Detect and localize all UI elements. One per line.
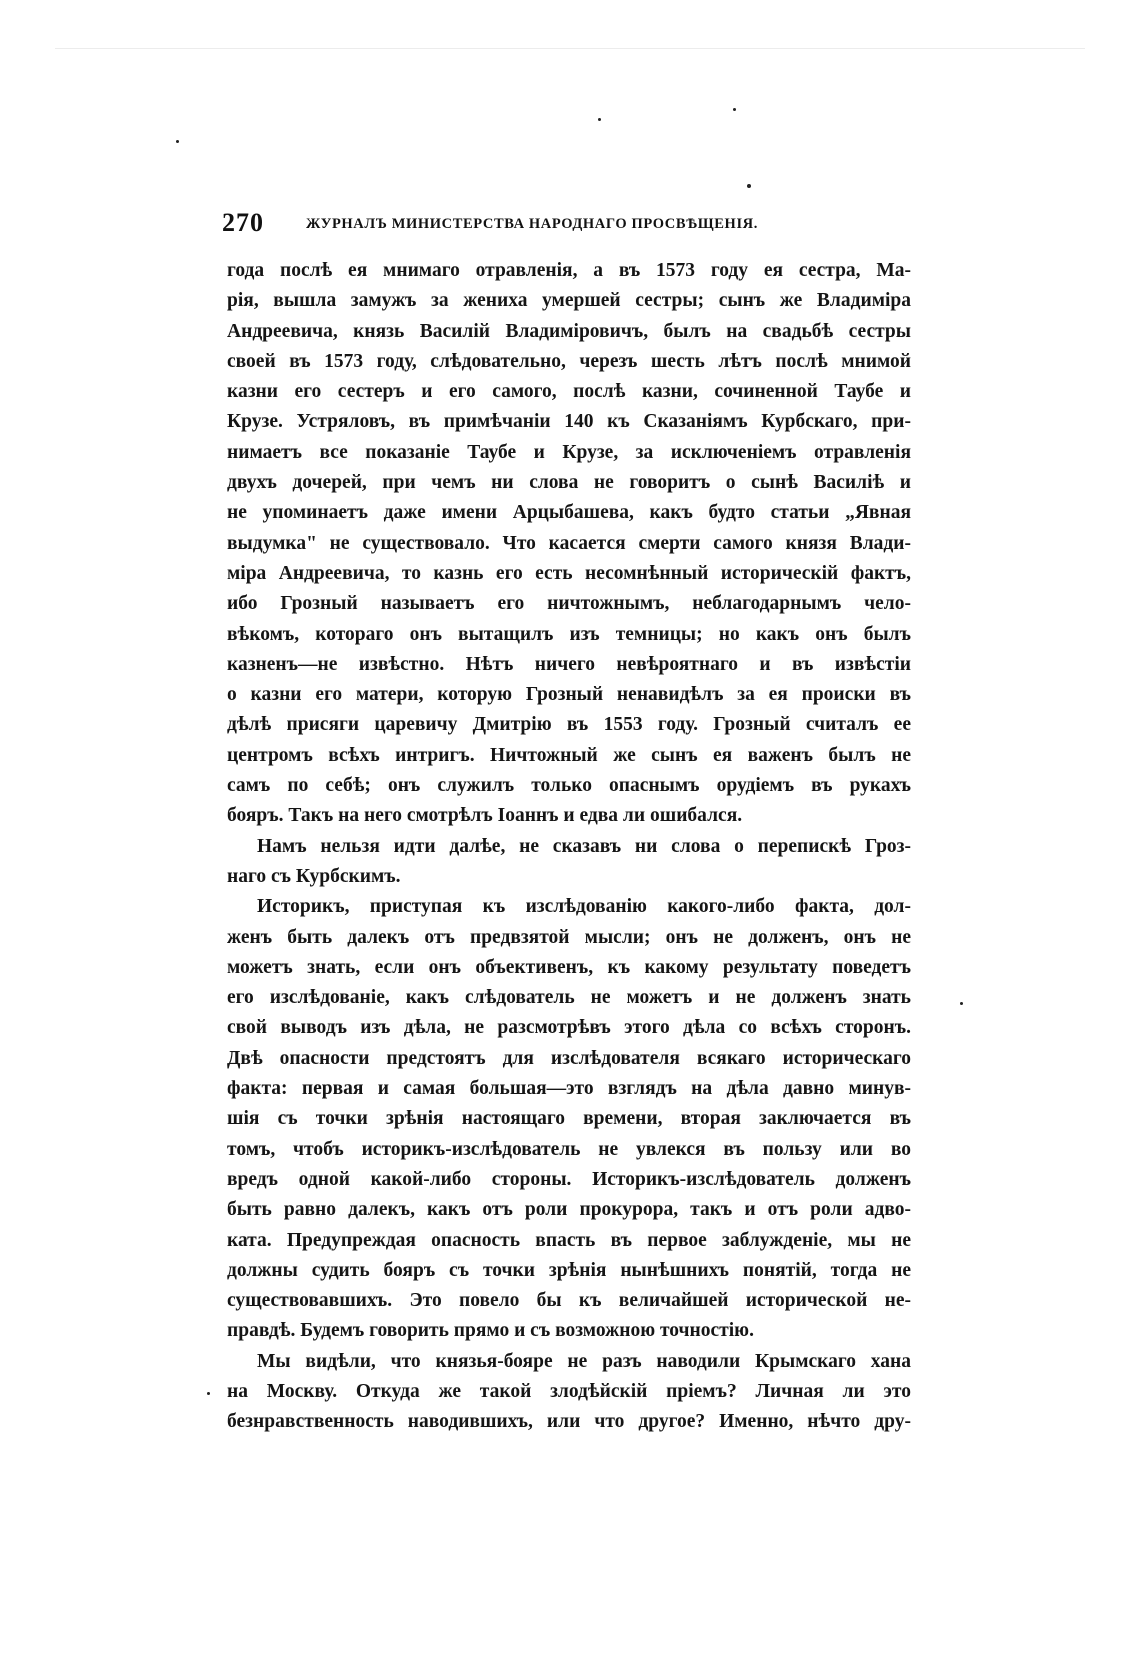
text-line: его изслѣдованіе, какъ слѣдователь не можетъ и не долженъ знать <box>227 987 911 1009</box>
text-line: на Москву. Откуда же такой злодѣйскій пріемъ? Личная ли это <box>227 1380 911 1402</box>
text-line: должны судить бояръ съ точки зрѣнія нынѣшнихъ понятій, тогда не <box>227 1259 911 1281</box>
text-line: Крузе. Устряловъ, въ примѣчаніи 140 къ Сказаніямъ Курбскаго, при- <box>227 411 911 433</box>
page-top-edge <box>55 48 1085 49</box>
text-line: быть равно далекъ, какъ отъ роли прокурора, такъ и отъ роли адво- <box>227 1199 911 1221</box>
text-line: міра Андреевича, то казнь его есть несомнѣнный историческій фактъ, <box>227 562 911 584</box>
scan-speck <box>747 184 751 188</box>
text-line: вредъ одной какой-либо стороны. Историкъ-изслѣдователь долженъ <box>227 1168 911 1190</box>
text-line: года послѣ ея мнимаго отравленія, а въ 1573 году ея сестра, Ма- <box>227 260 911 281</box>
text-line: существовавшихъ. Это повело бы къ величайшей исторической не- <box>227 1290 911 1312</box>
scan-speck <box>176 140 179 143</box>
text-line: шія съ точки зрѣнія настоящаго времени, вторая заключается въ <box>227 1108 911 1130</box>
text-line: факта: первая и самая большая—это взглядъ на дѣла давно минув- <box>227 1078 911 1100</box>
text-line: казни его сестеръ и его самого, послѣ казни, сочиненной Таубе и <box>227 381 911 403</box>
body-text <box>227 256 911 1438</box>
text-line: ибо Грозный называетъ его ничтожнымъ, неблагодарнымъ чело- <box>227 593 911 615</box>
text-line: нимаетъ все показаніе Таубе и Крузе, за исключеніемъ отравленія <box>227 441 911 463</box>
text-line: Историкъ, приступая къ изслѣдованію какого-либо факта, дол- <box>257 896 911 918</box>
text-line: томъ, чтобъ историкъ-изслѣдователь не увлекся въ пользу или во <box>227 1138 911 1160</box>
scan-speck <box>598 118 601 121</box>
text-line: женъ быть далекъ отъ предвзятой мысли; онъ не долженъ, онъ не <box>227 926 911 948</box>
text-line: Андреевича, князь Василій Владиміровичъ, былъ на свадьбѣ сестры <box>227 320 911 342</box>
text-line: казненъ—не извѣстно. Нѣтъ ничего невѣроятнаго и въ извѣстіи <box>227 653 911 675</box>
text-line: ката. Предупреждая опасность впасть въ первое заблужденіе, мы не <box>227 1229 911 1251</box>
text-line: не упоминаетъ даже имени Арцыбашева, какъ будто статьи „Явная <box>227 502 911 524</box>
text-line: бояръ. Такъ на него смотрѣлъ Іоаннъ и едва ли ошибался. <box>227 805 743 827</box>
scan-speck <box>733 108 736 111</box>
page-header <box>222 208 902 242</box>
page-number: 270 <box>222 208 264 237</box>
scan-speck <box>960 1002 963 1005</box>
text-line: самъ по себѣ; онъ служилъ только опаснымъ орудіемъ въ рукахъ <box>227 775 911 797</box>
text-line: Двѣ опасности предстоятъ для изслѣдователя всякаго историческаго <box>227 1047 911 1069</box>
text-line: двухъ дочерей, при чемъ ни слова не говоритъ о сынѣ Василіѣ и <box>227 472 911 494</box>
text-line: правдѣ. Будемъ говорить прямо и съ возможною точностію. <box>227 1320 754 1342</box>
running-title: ЖУРНАЛЪ МИНИСТЕРСТВА НАРОДНАГО ПРОСВѢЩЕНІЯ. <box>306 216 758 232</box>
text-line: выдумка" не существовало. Что касается смерти самого князя Влади- <box>227 532 911 554</box>
text-line: центромъ всѣхъ интригъ. Ничтожный же сынъ ея важенъ былъ не <box>227 744 911 766</box>
text-line: о казни его матери, которую Грозный ненавидѣлъ за ея происки въ <box>227 684 911 706</box>
text-line: дѣлѣ присяги царевичу Дмитрію въ 1553 году. Грозный считалъ ее <box>227 714 911 736</box>
text-line: безнравственность наводившихъ, или что другое? Именно, нѣчто дру- <box>227 1411 911 1433</box>
scan-speck <box>207 1392 210 1395</box>
text-line: Намъ нельзя идти далѣе, не сказавъ ни слова о перепискѣ Гроз- <box>257 835 911 857</box>
text-line: свой выводъ изъ дѣла, не разсмотрѣвъ этого дѣла со всѣхъ сторонъ. <box>227 1017 911 1039</box>
text-line: наго съ Курбскимъ. <box>227 865 401 887</box>
text-line: Мы видѣли, что князья-бояре не разъ наводили Крымскаго хана <box>257 1350 911 1372</box>
text-line: рія, вышла замужъ за жениха умершей сестры; сынъ же Владиміра <box>227 290 911 312</box>
text-line: своей въ 1573 году, слѣдовательно, черезъ шесть лѣтъ послѣ мнимой <box>227 350 911 372</box>
text-line: можетъ знать, если онъ объективенъ, къ какому результату поведетъ <box>227 956 911 978</box>
text-line: вѣкомъ, котораго онъ вытащилъ изъ темницы; но какъ онъ былъ <box>227 623 911 645</box>
